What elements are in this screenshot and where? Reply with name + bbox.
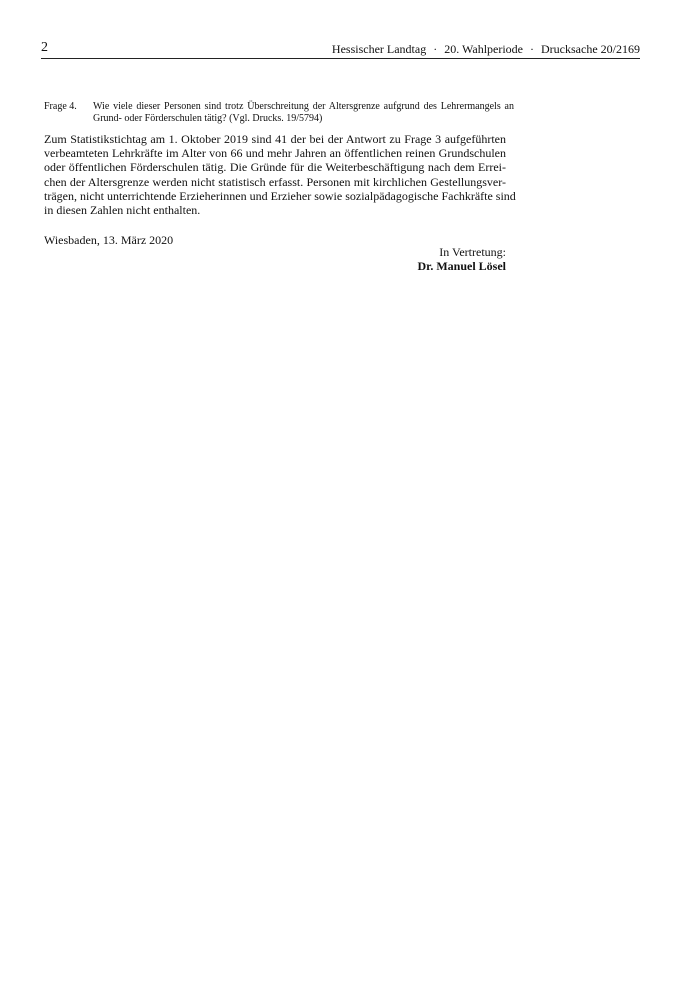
header-separator: · <box>433 42 438 56</box>
page-number: 2 <box>41 40 48 55</box>
answer-line: chen der Altersgrenze werden nicht statistisch erfasst. Personen mit kirchlichen Gestellungsver- <box>44 174 506 189</box>
header-separator: · <box>530 42 535 56</box>
institution-name: Hessischer Landtag <box>331 42 427 56</box>
legislative-period: 20. Wahlperiode <box>444 42 524 56</box>
question-text: Wie viele dieser Personen sind trotz Überschreitung der Altersgrenze aufgrund des Lehrermangels an Grund- oder Förderschulen tätig? (Vgl. Drucks. 19/5794) <box>93 101 514 124</box>
question-block <box>44 101 514 124</box>
answer-line: oder öffentlichen Förderschulen tätig. Die Gründe für die Weiterbeschäftigung nach dem Errei- <box>44 160 506 175</box>
question-label: Frage 4. <box>44 101 77 112</box>
page-header <box>41 40 640 59</box>
header-document-info <box>332 42 640 57</box>
answer-line: verbeamteten Lehrkräfte im Alter von 66 und mehr Jahren an öffentlichen reinen Grundschulen <box>44 146 506 161</box>
place-and-date: Wiesbaden, 13. März 2020 <box>44 233 174 247</box>
answer-line: Zum Statistikstichtag am 1. Oktober 2019 sind 41 der bei der Antwort zu Frage 3 aufgeführten <box>44 132 506 146</box>
document-reference: Drucksache 20/2169 <box>541 42 640 56</box>
answer-line: in diesen Zahlen nicht enthalten. <box>44 203 201 218</box>
signatory-name: Dr. Manuel Lösel <box>417 259 506 273</box>
representation-note: In Vertretung: <box>439 245 506 259</box>
answer-paragraph <box>44 132 516 218</box>
signature-block <box>300 245 506 273</box>
answer-line: trägen, nicht unterrichtende Erzieherinnen und Erzieher sowie sozialpädagogische Fachkräfte sind <box>44 188 516 203</box>
